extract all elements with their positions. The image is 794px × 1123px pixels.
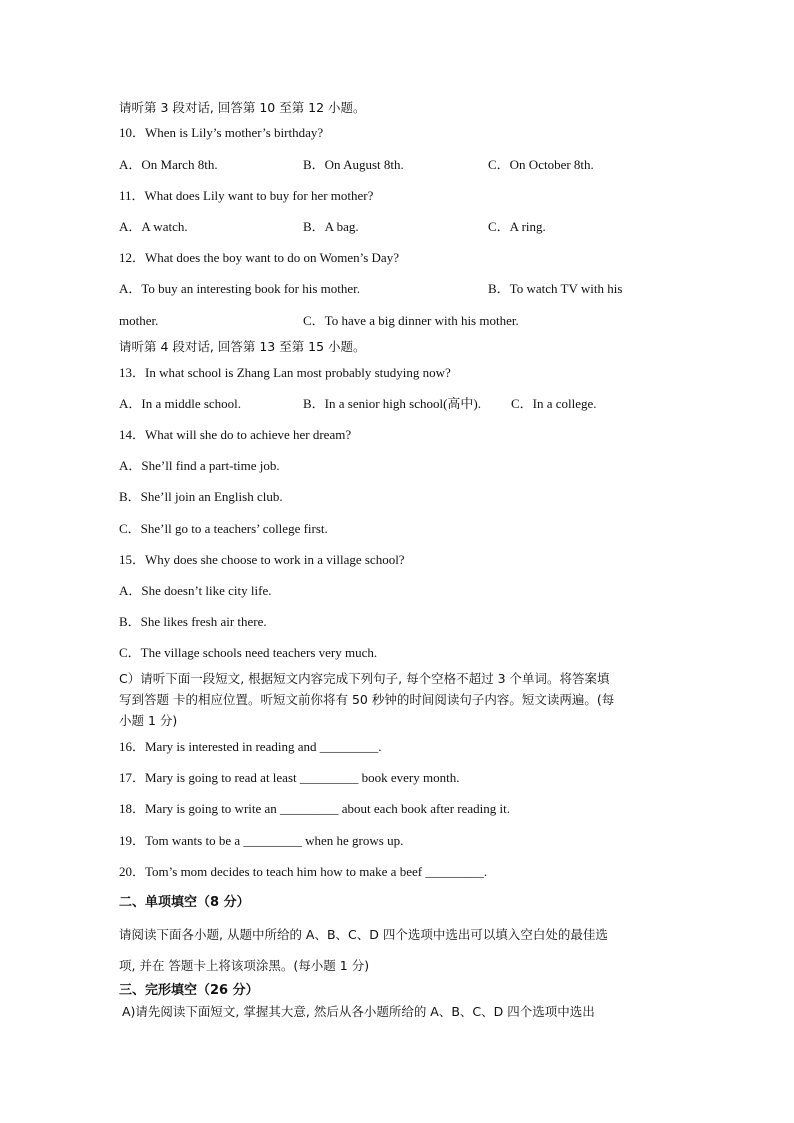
section4-intro: 请听第 4 段对话, 回答第 13 至第 15 小题。 [119, 339, 366, 354]
q12-option-b: B．To watch TV with his [488, 281, 623, 296]
q11-stem: 11．What does Lily want to buy for her mother? [119, 188, 374, 203]
q15-option-a: A．She doesn’t like city life. [119, 583, 272, 598]
q12-option-b-continued: mother. [119, 313, 159, 328]
q14-option-a: A．She’ll find a part-time job. [119, 458, 280, 473]
q11-option-a: A．A watch. [119, 219, 188, 234]
q10-option-a: A．On March 8th. [119, 157, 218, 172]
q15-stem: 15．Why does she choose to work in a village school? [119, 552, 405, 567]
q11-option-b: B．A bag. [303, 219, 359, 234]
part2-instruction-line1: 请阅读下面各小题, 从题中所给的 A、B、C、D 四个选项中选出可以填入空白处的最佳选 [119, 927, 608, 942]
partc-instruction-line2: 写到答题 卡的相应位置。听短文前你将有 50 秒钟的时间阅读句子内容。短文读两遍。(每 [119, 692, 615, 707]
q14-stem: 14．What will she do to achieve her dream? [119, 427, 352, 442]
q16: 16．Mary is interested in reading and _________. [119, 739, 382, 754]
q18: 18．Mary is going to write an _________ about each book after reading it. [119, 801, 510, 816]
q10-option-c: C．On October 8th. [488, 157, 594, 172]
partc-instruction-line3: 小题 1 分) [119, 713, 178, 728]
q15-option-b: B．She likes fresh air there. [119, 614, 267, 629]
part2-title: 二、单项填空（8 分） [119, 895, 250, 910]
part3-title: 三、完形填空（26 分） [119, 983, 259, 998]
q13-option-b: B．In a senior high school(高中). [303, 396, 482, 411]
q14-option-c: C．She’ll go to a teachers’ college first. [119, 521, 328, 536]
section3-intro: 请听第 3 段对话, 回答第 10 至第 12 小题。 [119, 100, 366, 115]
q10-stem: 10．When is Lily’s mother’s birthday? [119, 125, 324, 140]
q19: 19．Tom wants to be a _________ when he grows up. [119, 833, 404, 848]
q20: 20．Tom’s mom decides to teach him how to make a beef _________. [119, 864, 488, 879]
q13-stem: 13．In what school is Zhang Lan most probably studying now? [119, 365, 451, 380]
q15-option-c: C．The village schools need teachers very much. [119, 645, 378, 660]
q10-option-b: B．On August 8th. [303, 157, 404, 172]
q11-option-c: C．A ring. [488, 219, 546, 234]
q13-option-a: A．In a middle school. [119, 396, 242, 411]
q13-option-c: C．In a college. [511, 396, 597, 411]
q14-option-b: B．She’ll join an English club. [119, 489, 283, 504]
q17: 17．Mary is going to read at least _________ book every month. [119, 770, 460, 785]
q12-option-c: C．To have a big dinner with his mother. [303, 313, 519, 328]
partc-instruction-line1: C）请听下面一段短文, 根据短文内容完成下列句子, 每个空格不超过 3 个单词。将答案填 [119, 671, 610, 686]
part3-instruction-line1: A)请先阅读下面短文, 掌握其大意, 然后从各小题所给的 A、B、C、D 四个选项中选出 [122, 1004, 595, 1019]
q12-stem: 12．What does the boy want to do on Women’s Day? [119, 250, 399, 265]
q12-option-a: A．To buy an interesting book for his mother. [119, 281, 361, 296]
part2-instruction-line2: 项, 并在 答题卡上将该项涂黑。(每小题 1 分) [119, 958, 370, 973]
